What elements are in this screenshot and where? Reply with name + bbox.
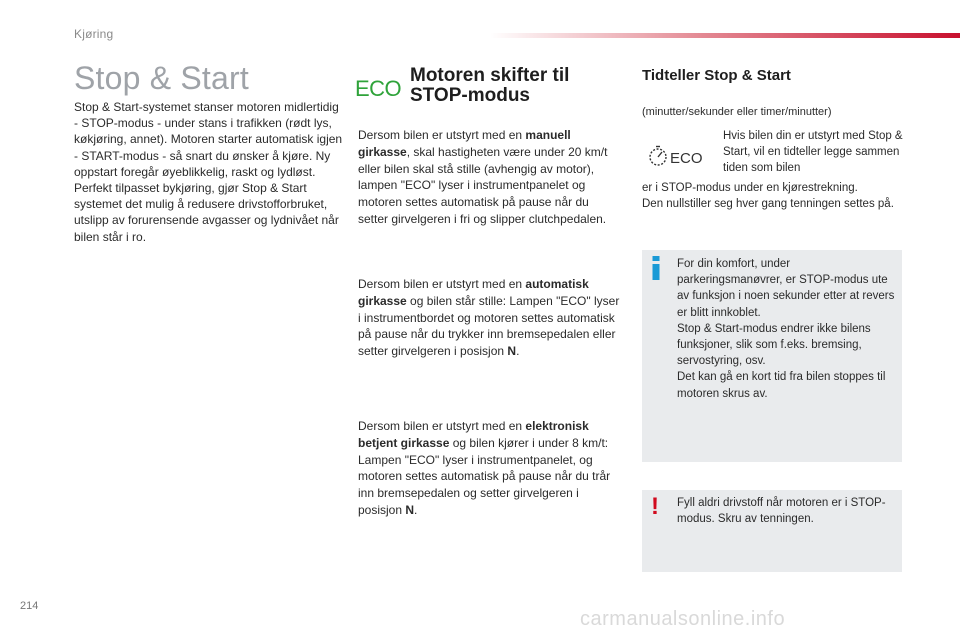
text-run: . [516,344,520,359]
warning-icon: ! [651,493,659,520]
info-line-2: Stop & Start-modus endrer ikke bilens funksjoner, slik som f.eks. bremsing, servostyring, osv. [677,322,871,368]
automatic-gearbox-term: automatisk girkasse [358,277,589,308]
page-number: 214 [20,600,39,612]
stopwatch-eco-icon [648,144,728,168]
info-line-3: Det kan gå en kort tid fra bilen stoppes til motoren skrus av. [677,371,886,400]
text-run: Dersom bilen er utstyrt med en [358,128,526,142]
info-line-1: For din komfort, under parkeringsmanøvrer, er STOP-modus ute av funksjon i noen sekunder etter at revers er blitt innkoblet. [677,258,895,319]
text-run: og bilen kjører i under 8 km/t: Lampen "ECO" lyser i instrumentpanelet, og motoren settes automatisk på pause når du trår inn bremsepedalen og setter girvelgeren i posisjon [358,435,611,517]
page-title: Stop & Start [74,60,249,96]
info-note-text [677,256,897,402]
timer-description: Hvis bilen din er utstyrt med Stop & Start, vil en tidteller legge sammen tiden som bilen [723,130,903,175]
electronic-gearbox-term: elektronisk betjent girkasse [358,419,589,450]
text-run: , skal hastigheten være under 20 km/t eller bilen skal stå stille (avhengig av motor), lampen "ECO" lyser i instrumentpanelet og motoren settes automatisk på pause når du setter girvelgeren i fri og slipper clutchpedalen. [358,144,608,226]
timer-line-2: Den nullstiller seg hver gang tenningen settes på. [642,198,894,211]
intro-paragraph-1: Stop & Start-systemet stanser motoren midlertidig - STOP-modus - under stans i trafikken (rødt lys, køkjøring, annet). Motoren starter automatisk igjen - START-modus - så snart du ønsker å kjøre. Ny oppstart foregår øyeblikkelig, raskt og lydløst. [74,100,343,179]
text-run: . [414,502,418,517]
neutral-position: N [507,344,517,359]
text-run: og bilen står stille: Lampen "ECO" lyser i instrumentbordet og motoren settes automatisk på pause når du trykker inn bremsepedalen eller setter girvelgeren i posisjon [358,293,620,359]
electronic-gearbox-paragraph [358,418,620,519]
timer-line-1: er i STOP-modus under en kjørestrekning. [642,182,858,194]
timer-heading: Tidteller Stop & Start [642,67,791,84]
timer-icon-label: ECO [670,150,703,167]
eco-indicator-icon: ECO [355,76,402,101]
warning-note-text: Fyll aldri drivstoff når motoren er i STOP-modus. Skru av tenningen. [677,497,886,526]
header-accent-bar [490,33,960,38]
manual-gearbox-paragraph [358,127,620,228]
neutral-position: N [405,502,415,517]
watermark: carmanualsonline.info [580,608,786,630]
manual-gearbox-term: manuell girkasse [358,128,571,159]
timer-description-cont [642,180,912,212]
text-run: Dersom bilen er utstyrt med en [358,419,526,433]
timer-units: (minutter/sekunder eller timer/minutter) [642,106,832,118]
section-label: Kjøring [74,27,114,41]
text-run: Dersom bilen er utstyrt med en [358,277,526,291]
info-icon [651,256,661,280]
intro-paragraph-2: Perfekt tilpasset bykjøring, gjør Stop & Start systemet det mulig å redusere drivstofforbruket, utslipp av forurensende avgasser og lydnivået når bilen står i ro. [74,181,339,244]
automatic-gearbox-paragraph [358,276,620,360]
intro-text [74,99,344,245]
stop-mode-heading: Motoren skifter til STOP-modus [410,65,570,106]
